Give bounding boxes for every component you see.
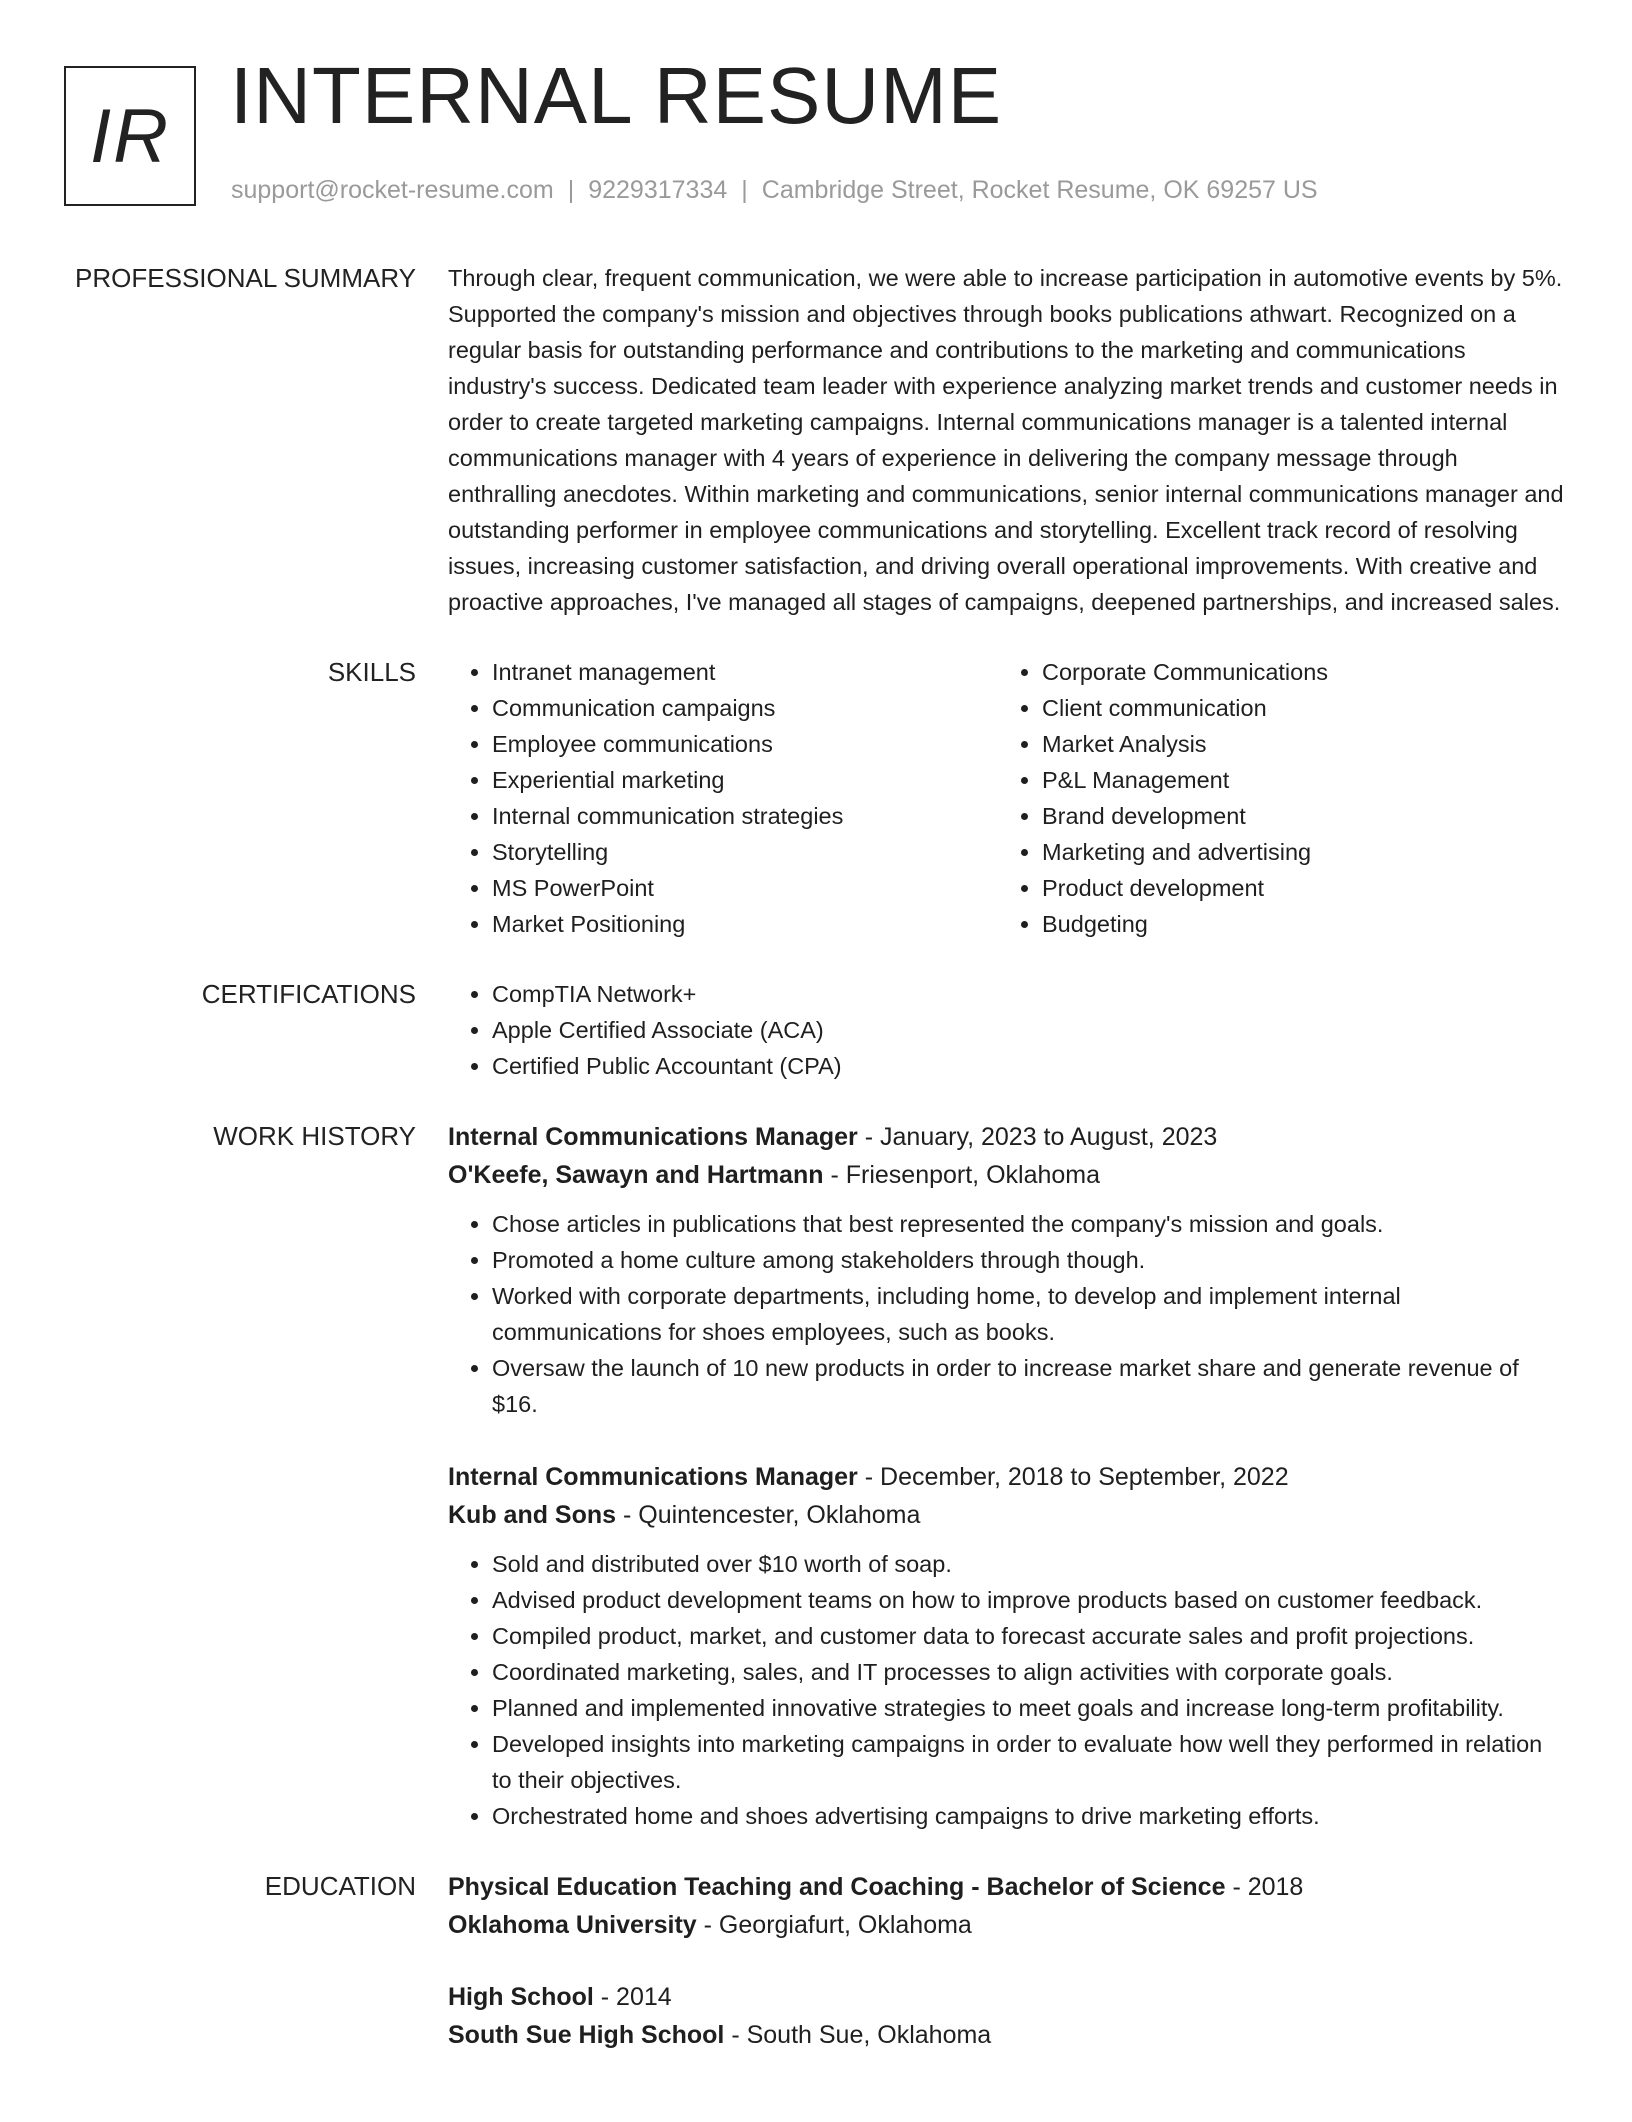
education-location: - South Sue, Oklahoma <box>724 2021 992 2049</box>
resume-content <box>0 260 1632 2122</box>
skill-item: • MS PowerPoint <box>492 870 998 906</box>
job-bullet: • Coordinated marketing, sales, and IT processes to align activities with corporate goals. <box>492 1654 1568 1690</box>
work-history-section <box>0 1118 1632 1834</box>
education-degree: High School <box>448 1983 594 2011</box>
education-school-line <box>448 1906 1568 1944</box>
skill-item: • Product development <box>1042 870 1548 906</box>
job-bullet: • Worked with corporate departments, including home, to develop and implement internal communications for shoes employees, such as books. <box>492 1278 1568 1350</box>
section-label: WORK HISTORY <box>213 1121 416 1151</box>
skills-section <box>0 654 1632 942</box>
job-bullet: • Orchestrated home and shoes advertising campaigns to drive marketing efforts. <box>492 1798 1568 1834</box>
contact-separator: | <box>567 176 575 204</box>
job-bullet: • Oversaw the launch of 10 new products in order to increase market share and generate revenue of $16. <box>492 1350 1568 1422</box>
certification-item: • Apple Certified Associate (ACA) <box>492 1012 1568 1048</box>
job-company: O'Keefe, Sawayn and Hartmann <box>448 1161 824 1189</box>
education-degree-line <box>448 1868 1568 1906</box>
job-title: Internal Communications Manager <box>448 1463 858 1491</box>
skill-item: • Market Analysis <box>1042 726 1548 762</box>
contact-address: Cambridge Street, Rocket Resume, OK 69257 US <box>761 176 1318 204</box>
resume-name: INTERNAL RESUME <box>230 51 1003 140</box>
job-bullet: • Advised product development teams on how to improve products based on customer feedback. <box>492 1582 1568 1618</box>
job-company-line <box>448 1156 1568 1194</box>
certification-item: • Certified Public Accountant (CPA) <box>492 1048 1568 1084</box>
education-section <box>0 1868 1632 2088</box>
education-entry <box>448 1978 1568 2054</box>
education-school: Oklahoma University <box>448 1911 697 1939</box>
job-title: Internal Communications Manager <box>448 1123 858 1151</box>
education-year: - 2018 <box>1225 1873 1304 1901</box>
contact-line <box>231 176 1318 205</box>
job-bullet: • Developed insights into marketing campaigns in order to evaluate how well they performed in relation to their objectives. <box>492 1726 1568 1798</box>
section-body <box>448 1118 1568 1834</box>
contact-email[interactable]: support@rocket-resume.com <box>231 176 554 204</box>
skill-item: • Corporate Communications <box>1042 654 1548 690</box>
education-entry <box>448 1868 1568 1944</box>
skill-item: • P&L Management <box>1042 762 1548 798</box>
skills-column <box>998 654 1548 942</box>
education-degree-line <box>448 1978 1568 2016</box>
skill-item: • Budgeting <box>1042 906 1548 942</box>
skill-item: • Experiential marketing <box>492 762 998 798</box>
skill-item: • Client communication <box>1042 690 1548 726</box>
job-bullet: • Promoted a home culture among stakeholders through though. <box>492 1242 1568 1278</box>
job-company: Kub and Sons <box>448 1501 617 1529</box>
job-entry <box>448 1118 1568 1422</box>
section-label: PROFESSIONAL SUMMARY <box>75 263 416 293</box>
job-bullet: • Chose articles in publications that best represented the company's mission and goals. <box>492 1206 1568 1242</box>
monogram-box <box>64 66 196 206</box>
section-body <box>448 1868 1568 2088</box>
job-title-line <box>448 1118 1568 1156</box>
contact-separator: | <box>741 176 748 204</box>
summary-section <box>0 260 1632 620</box>
skill-item: • Internal communication strategies <box>492 798 998 834</box>
skill-item: • Brand development <box>1042 798 1548 834</box>
job-bullets <box>448 1546 1568 1834</box>
skill-item: • Storytelling <box>492 834 998 870</box>
skills-grid <box>448 654 1568 942</box>
skill-item: • Market Positioning <box>492 906 998 942</box>
monogram-initials: IR <box>90 93 170 179</box>
skill-item: • Marketing and advertising <box>1042 834 1548 870</box>
job-bullet: • Sold and distributed over $10 worth of soap. <box>492 1546 1568 1582</box>
skill-item: • Intranet management <box>492 654 998 690</box>
section-body <box>448 260 1568 620</box>
summary-text: Through clear, frequent communication, we were able to increase participation in automotive events by 5%. Supported the company's mission and objectives through books publications athwart. Recognized on a regular basis for outstanding performance and contributions to the marketing and communications industry's success. Dedicated team leader with experience analyzing market trends and customer needs in order to create targeted marketing campaigns. Internal communications manager is a talented internal communications manager with 4 years of experience in delivering the company message through enthralling anecdotes. Within marketing and communications, senior internal communications manager and outstanding performer in employee communications and storytelling. Excellent track record of resolving issues, increasing customer satisfaction, and driving overall operational improvements. With creative and proactive approaches, I've managed all stages of campaigns, deepened partnerships, and increased sales. <box>448 265 1564 615</box>
section-label: CERTIFICATIONS <box>201 979 416 1009</box>
education-year: - 2014 <box>593 1983 672 2011</box>
certifications-list <box>448 976 1568 1084</box>
job-bullets <box>448 1206 1568 1422</box>
education-school: South Sue High School <box>448 2021 725 2049</box>
job-bullet: • Planned and implemented innovative strategies to meet goals and increase long-term profitability. <box>492 1690 1568 1726</box>
skills-list <box>998 654 1548 942</box>
job-title-line <box>448 1458 1568 1496</box>
section-label: SKILLS <box>327 657 416 687</box>
job-company-line <box>448 1496 1568 1534</box>
skills-list <box>448 654 998 942</box>
section-label: EDUCATION <box>264 1871 416 1901</box>
education-location: - Georgiafurt, Oklahoma <box>696 1911 972 1939</box>
certification-item: • CompTIA Network+ <box>492 976 1568 1012</box>
job-location: - Friesenport, Oklahoma <box>823 1161 1101 1189</box>
job-dates: - January, 2023 to August, 2023 <box>857 1123 1218 1151</box>
education-degree: Physical Education Teaching and Coaching - Bachelor of Science <box>448 1873 1226 1901</box>
job-entry <box>448 1458 1568 1834</box>
certifications-section <box>0 976 1632 1084</box>
education-school-line <box>448 2016 1568 2054</box>
job-bullet: • Compiled product, market, and customer data to forecast accurate sales and profit projections. <box>492 1618 1568 1654</box>
job-location: - Quintencester, Oklahoma <box>616 1501 921 1529</box>
skills-column <box>448 654 998 942</box>
skill-item: • Employee communications <box>492 726 998 762</box>
job-dates: - December, 2018 to September, 2022 <box>857 1463 1289 1491</box>
contact-phone[interactable]: 9229317334 <box>588 176 728 204</box>
skill-item: • Communication campaigns <box>492 690 998 726</box>
section-body <box>448 976 1568 1084</box>
